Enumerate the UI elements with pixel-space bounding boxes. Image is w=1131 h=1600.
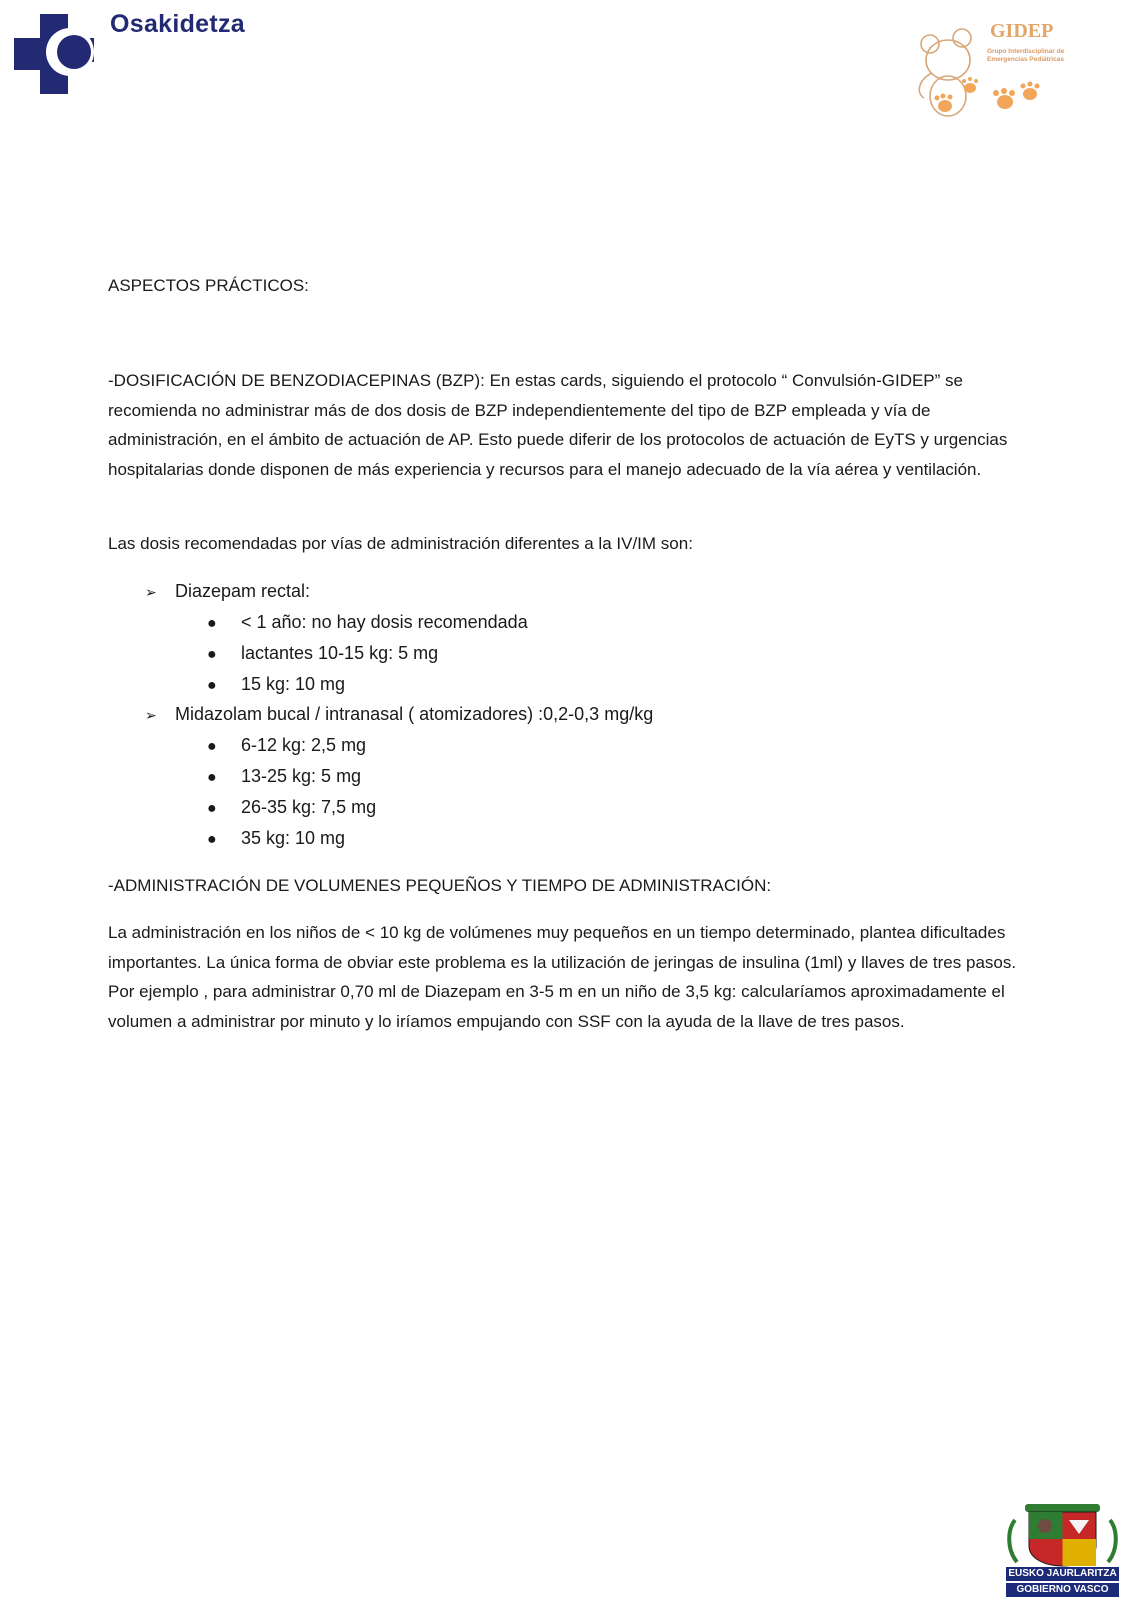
diazepam-item (145, 576, 310, 607)
list-item (207, 823, 345, 855)
midazolam-label: Midazolam bucal / intranasal ( atomizadores) :0,2-0,3 mg/kg (175, 704, 654, 724)
dosificacion-paragraph: -DOSIFICACIÓN DE BENZODIACEPINAS (BZP): En estas cards, siguiendo el protocolo “ Convulsión-GIDEP” se recomienda no administrar más de dos dosis de BZP independientemente del tipo de BZP empleada y vía de administración, en el ámbito de actuación de AP. Esto puede diferir de los protocolos de actuación de EyTS y urgencias hospitalarias donde disponen de más experiencia y recursos para el manejo adecuado de la vía aérea y ventilación. (108, 371, 1008, 479)
list-item (207, 669, 345, 701)
emblem-line-2: GOBIERNO VASCO (1006, 1583, 1119, 1597)
list-item-text: 6-12 kg: 2,5 mg (241, 735, 367, 755)
bullet-icon: ● (207, 615, 217, 632)
osakidetza-wordmark: Osakidetza (110, 10, 246, 38)
list-item-text: lactantes 10-15 kg: 5 mg (241, 643, 439, 663)
bullet-icon: ● (207, 831, 217, 848)
gidep-subtitle-line-1: Grupo Interdisciplinar de (987, 48, 1065, 55)
list-item (207, 792, 376, 824)
aspectos-heading: ASPECTOS PRÁCTICOS: (108, 276, 309, 295)
dosis-intro: Las dosis recomendadas por vías de administración diferentes a la IV/IM son: (108, 534, 693, 553)
list-item-text: 35 kg: 10 mg (241, 828, 346, 848)
bullet-icon: ● (207, 646, 217, 663)
gidep-title: GIDEP (990, 20, 1054, 42)
volumenes-heading: -ADMINISTRACIÓN DE VOLUMENES PEQUEÑOS Y TIEMPO DE ADMINISTRACIÓN: (108, 876, 772, 895)
arrow-bullet-icon: ➢ (145, 584, 157, 600)
arrow-bullet-icon: ➢ (145, 707, 157, 723)
list-item-text: 15 kg: 10 mg (241, 674, 346, 694)
list-item (207, 607, 528, 639)
gidep-subtitle (987, 48, 1064, 64)
bullet-icon: ● (207, 677, 217, 694)
midazolam-item (145, 699, 653, 730)
list-item (207, 638, 438, 670)
volumenes-paragraph: La administración en los niños de < 10 kg de volúmenes muy pequeños en un tiempo determinado, plantea dificultades importantes. La única forma de obviar este problema es la utilización de jeringas de insulina (1ml) y llaves de tres pasos. Por ejemplo , para administrar 0,70 ml de Diazepam en 3-5 m en un niño de 3,5 kg: calcularíamos aproximadamente el volumen a administrar por minuto y lo iríamos empujando con SSF con la ayuda de la llave de tres pasos. (108, 923, 1017, 1031)
list-item-text: < 1 año: no hay dosis recomendada (241, 612, 528, 632)
list-item-text: 26-35 kg: 7,5 mg (241, 797, 377, 817)
list-item (207, 761, 361, 793)
list-item (207, 730, 366, 762)
diazepam-label: Diazepam rectal: (175, 581, 311, 601)
bullet-icon: ● (207, 738, 217, 755)
bullet-icon: ● (207, 769, 217, 786)
emblem-line-1: EUSKO JAURLARITZA (1006, 1567, 1119, 1581)
gidep-subtitle-line-2: Emergencias Pediátricas (987, 56, 1064, 63)
list-item-text: 13-25 kg: 5 mg (241, 766, 362, 786)
bullet-icon: ● (207, 800, 217, 817)
